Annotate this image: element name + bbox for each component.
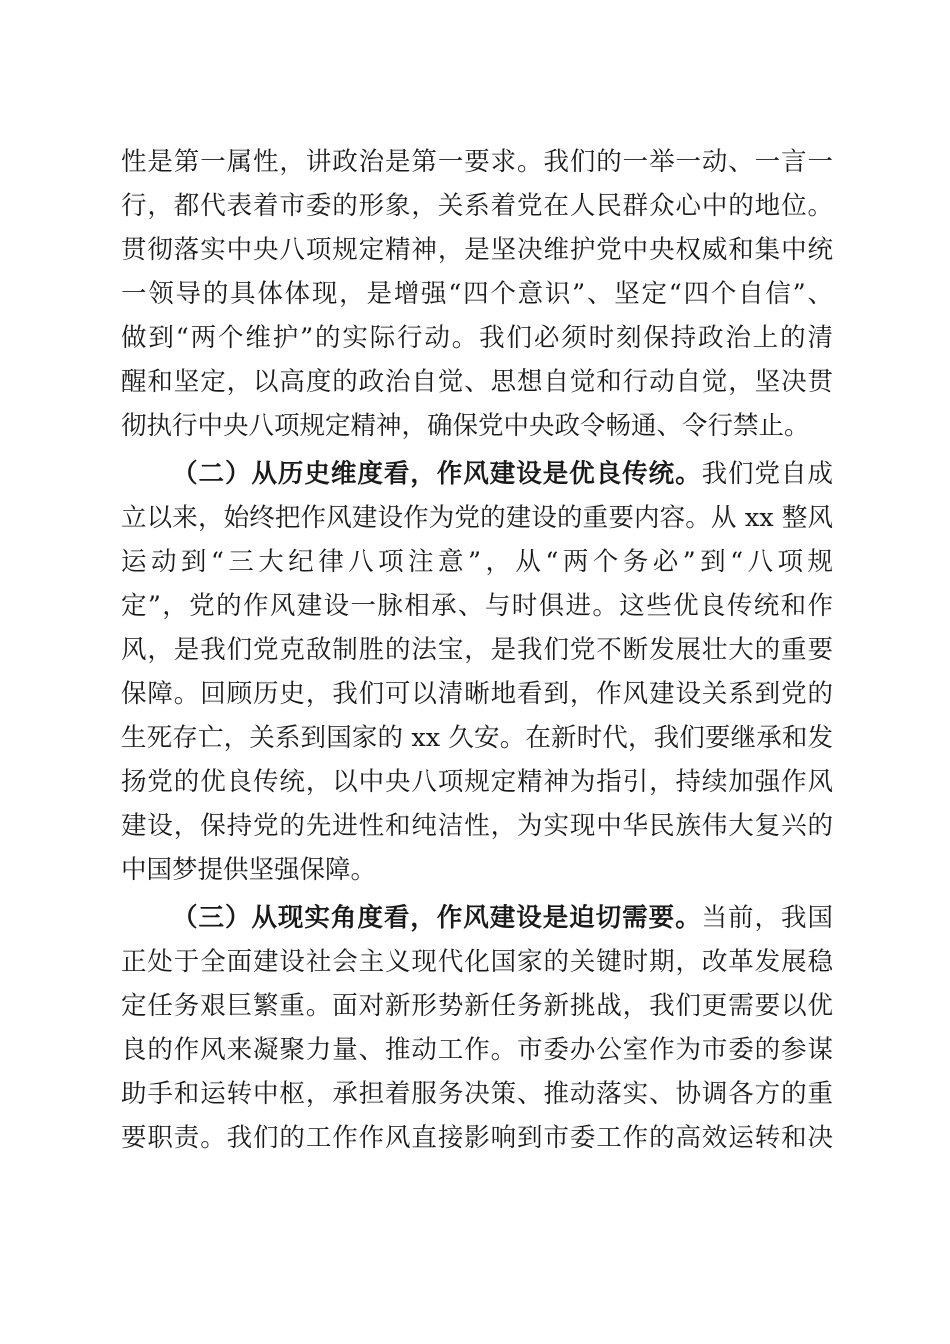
text-line: 一领导的具体体现，是增强“四个意识”、坚定“四个自信”、 [121,279,833,309]
text-line: 贯彻落实中央八项规定精神，是坚决维护党中央权威和集中统 [121,235,833,265]
text-line: 运动到“三大纪律八项注意”，从“两个务必”到“八项规 [121,547,833,577]
text-line: 良的作风来凝聚力量、推动工作。市委办公室作为市委的参谋 [121,1035,833,1065]
text-line: 定任务艰巨繁重。面对新形势新任务新挑战，我们更需要以优 [121,991,833,1021]
text-line: 醒和坚定，以高度的政治自觉、思想自觉和行动自觉，坚决贯 [121,367,833,397]
text-line: 行，都代表着市委的形象，关系着党在人民群众心中的地位。 [121,191,833,221]
section-two-first-line [172,452,833,496]
text-line: 正处于全面建设社会主义现代化国家的关键时期，改革发展稳 [121,947,833,977]
text-line: 彻执行中央八项规定精神，确保党中央政令畅通、令行禁止。 [121,411,810,441]
text-line: 中国梦提供坚强保障。 [121,855,377,885]
text-line: 做到“两个维护”的实际行动。我们必须时刻保持政治上的清 [121,323,833,353]
text-line: 风，是我们党克敌制胜的法宝，是我们党不断发展壮大的重要 [121,635,833,665]
text-line: 性是第一属性，讲政治是第一要求。我们的一举一动、一言一 [121,147,833,177]
text-line: 生死存亡，关系到国家的 xx 久安。在新时代，我们要继承和发 [121,723,833,753]
text-line: 要职责。我们的工作作风直接影响到市委工作的高效运转和决 [121,1123,833,1153]
section-three-heading-rest: 当前，我国 [701,903,833,933]
section-three-heading: （三）从现实角度看，作风建设是迫切需要。 [172,903,702,933]
section-two-heading-rest: 我们党自成 [701,459,833,489]
section-three-first-line [172,896,833,940]
text-line: 助手和运转中枢，承担着服务决策、推动落实、协调各方的重 [121,1079,833,1109]
text-line: 扬党的优良传统，以中央八项规定精神为指引，持续加强作风 [121,767,833,797]
text-line: 定”，党的作风建设一脉相承、与时俱进。这些优良传统和作 [121,591,833,621]
text-line: 保障。回顾历史，我们可以清晰地看到，作风建设关系到党的 [121,679,833,709]
section-two-heading: （二）从历史维度看，作风建设是优良传统。 [172,459,702,489]
text-line: 立以来，始终把作风建设作为党的建设的重要内容。从 xx 整风 [121,503,833,533]
text-line: 建设，保持党的先进性和纯洁性，为实现中华民族伟大复兴的 [121,811,833,841]
